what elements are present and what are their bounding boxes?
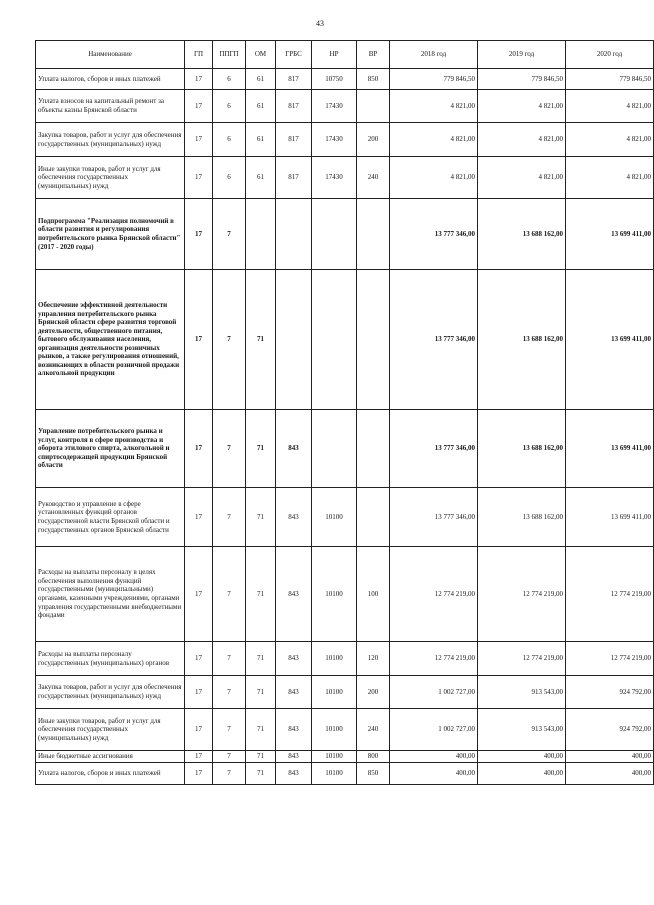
cell-np <box>312 270 357 410</box>
cell-name: Закупка товаров, работ и услуг для обеспечения государственных (муниципальных) нужд <box>36 676 185 709</box>
cell-y2019: 12 774 219,00 <box>478 547 566 642</box>
cell-vr: 120 <box>357 642 390 676</box>
cell-np: 10100 <box>312 751 357 763</box>
cell-om: 71 <box>246 642 276 676</box>
cell-y2018: 400,00 <box>390 763 478 785</box>
cell-vr <box>357 410 390 488</box>
cell-grbs: 843 <box>276 547 312 642</box>
cell-y2020: 4 821,00 <box>566 123 654 157</box>
table-row <box>36 763 654 785</box>
cell-om: 71 <box>246 751 276 763</box>
cell-ppgp: 6 <box>213 123 246 157</box>
cell-ppgp: 7 <box>213 410 246 488</box>
cell-grbs: 817 <box>276 157 312 199</box>
cell-np: 10100 <box>312 642 357 676</box>
cell-y2020: 400,00 <box>566 751 654 763</box>
cell-name: Закупка товаров, работ и услуг для обеспечения государственных (муниципальных) нужд <box>36 123 185 157</box>
cell-y2019: 13 688 162,00 <box>478 270 566 410</box>
cell-gp: 17 <box>185 199 213 270</box>
cell-y2018: 13 777 346,00 <box>390 410 478 488</box>
cell-y2018: 1 002 727,00 <box>390 676 478 709</box>
cell-gp: 17 <box>185 751 213 763</box>
cell-y2019: 13 688 162,00 <box>478 488 566 547</box>
cell-name: Управление потребительского рынка и услуг, контроля в сфере производства и оборота этилового спирта, алкогольной и спиртосодержащей продукции Брянской области <box>36 410 185 488</box>
cell-np <box>312 199 357 270</box>
cell-y2019: 12 774 219,00 <box>478 642 566 676</box>
table-row <box>36 547 654 642</box>
cell-y2018: 13 777 346,00 <box>390 488 478 547</box>
cell-gp: 17 <box>185 410 213 488</box>
cell-om: 71 <box>246 270 276 410</box>
cell-vr: 800 <box>357 751 390 763</box>
cell-ppgp: 7 <box>213 488 246 547</box>
table-row <box>36 751 654 763</box>
table-header-row <box>36 41 654 69</box>
cell-y2020: 924 792,00 <box>566 676 654 709</box>
cell-y2018: 1 002 727,00 <box>390 709 478 751</box>
cell-gp: 17 <box>185 547 213 642</box>
cell-gp: 17 <box>185 270 213 410</box>
cell-gp: 17 <box>185 123 213 157</box>
cell-grbs: 843 <box>276 642 312 676</box>
cell-om: 71 <box>246 709 276 751</box>
cell-y2019: 13 688 162,00 <box>478 410 566 488</box>
cell-np: 10100 <box>312 488 357 547</box>
table-row <box>36 123 654 157</box>
cell-y2020: 13 699 411,00 <box>566 488 654 547</box>
cell-y2020: 924 792,00 <box>566 709 654 751</box>
cell-ppgp: 7 <box>213 763 246 785</box>
cell-om: 61 <box>246 123 276 157</box>
cell-grbs <box>276 270 312 410</box>
cell-om: 71 <box>246 410 276 488</box>
table-row <box>36 488 654 547</box>
cell-gp: 17 <box>185 90 213 123</box>
cell-y2018: 779 846,50 <box>390 69 478 90</box>
cell-y2018: 400,00 <box>390 751 478 763</box>
cell-grbs: 843 <box>276 410 312 488</box>
cell-name: Иные бюджетные ассигнования <box>36 751 185 763</box>
cell-y2018: 12 774 219,00 <box>390 547 478 642</box>
budget-table <box>35 40 654 785</box>
cell-grbs: 843 <box>276 751 312 763</box>
cell-om: 61 <box>246 69 276 90</box>
cell-vr: 100 <box>357 547 390 642</box>
cell-y2018: 12 774 219,00 <box>390 642 478 676</box>
cell-name: Руководство и управление в сфере установленных функций органов государственной власти Брянской области и государственных органов Брянской области <box>36 488 185 547</box>
cell-gp: 17 <box>185 763 213 785</box>
cell-gp: 17 <box>185 709 213 751</box>
cell-y2019: 913 543,00 <box>478 676 566 709</box>
table-row <box>36 642 654 676</box>
cell-gp: 17 <box>185 642 213 676</box>
cell-gp: 17 <box>185 676 213 709</box>
cell-ppgp: 6 <box>213 69 246 90</box>
cell-y2018: 13 777 346,00 <box>390 199 478 270</box>
cell-om: 61 <box>246 157 276 199</box>
cell-name: Иные закупки товаров, работ и услуг для обеспечения государственных (муниципальных) нужд <box>36 709 185 751</box>
cell-y2020: 779 846,50 <box>566 69 654 90</box>
cell-name: Расходы на выплаты персоналу государственных (муниципальных) органов <box>36 642 185 676</box>
cell-np: 10100 <box>312 763 357 785</box>
cell-vr: 850 <box>357 763 390 785</box>
cell-ppgp: 7 <box>213 676 246 709</box>
cell-vr: 240 <box>357 709 390 751</box>
cell-y2018: 4 821,00 <box>390 90 478 123</box>
cell-y2019: 13 688 162,00 <box>478 199 566 270</box>
cell-y2019: 400,00 <box>478 763 566 785</box>
cell-np: 17430 <box>312 123 357 157</box>
cell-np: 10750 <box>312 69 357 90</box>
cell-vr <box>357 199 390 270</box>
header-om: ОМ <box>246 41 276 69</box>
cell-om: 71 <box>246 547 276 642</box>
header-2020: 2020 год <box>566 41 654 69</box>
table-row <box>36 90 654 123</box>
cell-grbs: 817 <box>276 123 312 157</box>
cell-grbs: 817 <box>276 69 312 90</box>
cell-y2019: 913 543,00 <box>478 709 566 751</box>
table-row <box>36 410 654 488</box>
cell-ppgp: 7 <box>213 709 246 751</box>
cell-ppgp: 7 <box>213 270 246 410</box>
header-ppgp: ППГП <box>213 41 246 69</box>
cell-vr <box>357 488 390 547</box>
header-np: НР <box>312 41 357 69</box>
cell-grbs: 843 <box>276 676 312 709</box>
header-vr: ВР <box>357 41 390 69</box>
cell-y2020: 13 699 411,00 <box>566 270 654 410</box>
cell-grbs: 817 <box>276 90 312 123</box>
cell-y2019: 4 821,00 <box>478 123 566 157</box>
cell-y2020: 13 699 411,00 <box>566 199 654 270</box>
table-row <box>36 199 654 270</box>
cell-vr: 240 <box>357 157 390 199</box>
cell-om: 61 <box>246 90 276 123</box>
cell-np: 10100 <box>312 709 357 751</box>
cell-y2019: 4 821,00 <box>478 90 566 123</box>
page-number: 43 <box>316 19 324 28</box>
cell-om: 71 <box>246 676 276 709</box>
cell-name: Иные закупки товаров, работ и услуг для обеспечения государственных (муниципальных) нужд <box>36 157 185 199</box>
cell-vr: 200 <box>357 123 390 157</box>
cell-y2019: 4 821,00 <box>478 157 566 199</box>
cell-gp: 17 <box>185 69 213 90</box>
cell-vr: 200 <box>357 676 390 709</box>
cell-y2019: 779 846,50 <box>478 69 566 90</box>
cell-name: Уплата налогов, сборов и иных платежей <box>36 763 185 785</box>
cell-grbs: 843 <box>276 763 312 785</box>
header-2018: 2018 год <box>390 41 478 69</box>
cell-vr <box>357 90 390 123</box>
cell-np: 17430 <box>312 90 357 123</box>
cell-om <box>246 199 276 270</box>
cell-y2020: 4 821,00 <box>566 90 654 123</box>
cell-om: 71 <box>246 488 276 547</box>
cell-y2020: 4 821,00 <box>566 157 654 199</box>
cell-y2019: 400,00 <box>478 751 566 763</box>
cell-vr <box>357 270 390 410</box>
cell-y2018: 13 777 346,00 <box>390 270 478 410</box>
header-2019: 2019 год <box>478 41 566 69</box>
cell-y2018: 4 821,00 <box>390 123 478 157</box>
cell-np <box>312 410 357 488</box>
cell-name: Уплата взносов на капитальный ремонт за объекты казны Брянской области <box>36 90 185 123</box>
cell-y2020: 13 699 411,00 <box>566 410 654 488</box>
cell-grbs: 843 <box>276 488 312 547</box>
cell-ppgp: 6 <box>213 90 246 123</box>
cell-y2020: 400,00 <box>566 763 654 785</box>
header-gp: ГП <box>185 41 213 69</box>
cell-vr: 850 <box>357 69 390 90</box>
cell-name: Обеспечение эффективной деятельности управления потребительского рынка Брянской области сфере развития торговой деятельности, общественного питания, бытового обслуживания населения, организация деятельности розничных рынков, а также регулирования отношений, возникающих в области розничной продажи алкогольной продукции <box>36 270 185 410</box>
table-row <box>36 676 654 709</box>
cell-ppgp: 7 <box>213 642 246 676</box>
cell-gp: 17 <box>185 488 213 547</box>
cell-ppgp: 7 <box>213 547 246 642</box>
cell-y2020: 12 774 219,00 <box>566 642 654 676</box>
table-row <box>36 270 654 410</box>
cell-y2020: 12 774 219,00 <box>566 547 654 642</box>
cell-om: 71 <box>246 763 276 785</box>
cell-ppgp: 7 <box>213 751 246 763</box>
cell-y2018: 4 821,00 <box>390 157 478 199</box>
cell-name: Подпрограмма "Реализация полномочий в области развития и регулирования потребительского рынка Брянской области" (2017 - 2020 годы) <box>36 199 185 270</box>
cell-ppgp: 7 <box>213 199 246 270</box>
table-row <box>36 157 654 199</box>
table-row <box>36 709 654 751</box>
table-row <box>36 69 654 90</box>
header-grbs: ГРБС <box>276 41 312 69</box>
cell-grbs: 843 <box>276 709 312 751</box>
cell-name: Уплата налогов, сборов и иных платежей <box>36 69 185 90</box>
cell-np: 10100 <box>312 676 357 709</box>
cell-np: 10100 <box>312 547 357 642</box>
cell-grbs <box>276 199 312 270</box>
cell-gp: 17 <box>185 157 213 199</box>
cell-np: 17430 <box>312 157 357 199</box>
header-name: Наименование <box>36 41 185 69</box>
cell-name: Расходы на выплаты персоналу в целях обеспечения выполнения функций государственными (муниципальными) органами, казенными учреждениями, органами управления государственными внебюджетными фондами <box>36 547 185 642</box>
cell-ppgp: 6 <box>213 157 246 199</box>
